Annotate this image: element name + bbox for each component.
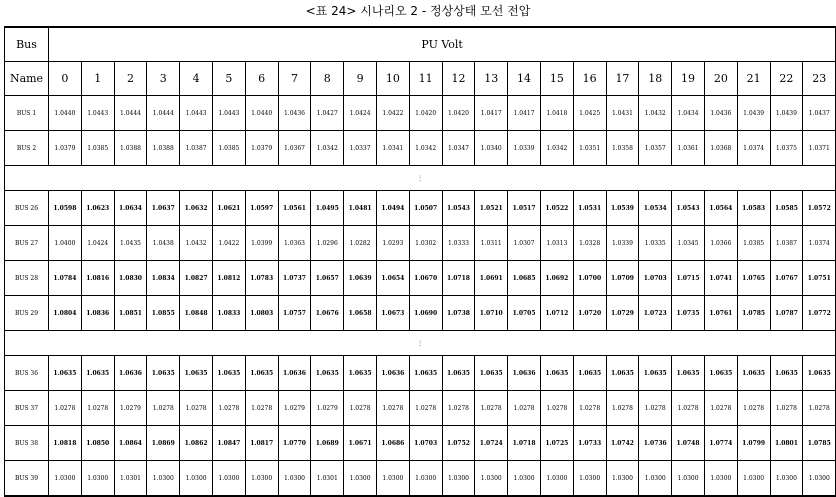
hour-header: 8 xyxy=(311,62,344,96)
voltage-cell: 1.0278 xyxy=(672,391,705,426)
voltage-cell: 1.0439 xyxy=(770,96,803,131)
header-row-1 xyxy=(5,27,836,62)
voltage-cell: 1.0300 xyxy=(737,461,770,497)
voltage-cell: 1.0342 xyxy=(409,131,442,166)
pu-volt-header: PU Volt xyxy=(49,27,836,62)
voltage-cell: 1.0340 xyxy=(475,131,508,166)
voltage-cell: 1.0279 xyxy=(114,391,147,426)
voltage-cell: 1.0339 xyxy=(606,226,639,261)
voltage-cell: 1.0720 xyxy=(573,296,606,331)
voltage-cell: 1.0670 xyxy=(409,261,442,296)
voltage-cell: 1.0432 xyxy=(639,96,672,131)
voltage-cell: 1.0387 xyxy=(770,226,803,261)
voltage-cell: 1.0703 xyxy=(409,426,442,461)
voltage-cell: 1.0635 xyxy=(704,356,737,391)
voltage-cell: 1.0715 xyxy=(672,261,705,296)
ellipsis-row xyxy=(5,331,836,356)
voltage-cell: 1.0347 xyxy=(442,131,475,166)
voltage-cell: 1.0636 xyxy=(114,356,147,391)
voltage-cell: 1.0341 xyxy=(376,131,409,166)
voltage-cell: 1.0597 xyxy=(245,191,278,226)
voltage-cell: 1.0495 xyxy=(311,191,344,226)
hour-header: 15 xyxy=(540,62,573,96)
voltage-cell: 1.0709 xyxy=(606,261,639,296)
voltage-cell: 1.0278 xyxy=(606,391,639,426)
voltage-cell: 1.0439 xyxy=(737,96,770,131)
voltage-cell: 1.0635 xyxy=(81,356,114,391)
voltage-cell: 1.0735 xyxy=(672,296,705,331)
voltage-cell: 1.0366 xyxy=(704,226,737,261)
voltage-cell: 1.0300 xyxy=(770,461,803,497)
voltage-cell: 1.0418 xyxy=(540,96,573,131)
voltage-cell: 1.0676 xyxy=(311,296,344,331)
voltage-cell: 1.0639 xyxy=(344,261,377,296)
hour-header: 18 xyxy=(639,62,672,96)
bus-name-cell: BUS 1 xyxy=(5,96,49,131)
voltage-cell: 1.0818 xyxy=(49,426,82,461)
hour-header: 11 xyxy=(409,62,442,96)
bus-name-cell: BUS 2 xyxy=(5,131,49,166)
table-row xyxy=(5,461,836,497)
voltage-cell: 1.0787 xyxy=(770,296,803,331)
voltage-cell: 1.0375 xyxy=(770,131,803,166)
voltage-cell: 1.0685 xyxy=(508,261,541,296)
voltage-cell: 1.0387 xyxy=(180,131,213,166)
voltage-cell: 1.0543 xyxy=(442,191,475,226)
voltage-cell: 1.0564 xyxy=(704,191,737,226)
voltage-cell: 1.0420 xyxy=(442,96,475,131)
voltage-cell: 1.0300 xyxy=(81,461,114,497)
header-row-2 xyxy=(5,62,836,96)
voltage-cell: 1.0422 xyxy=(212,226,245,261)
voltage-cell: 1.0300 xyxy=(180,461,213,497)
voltage-cell: 1.0443 xyxy=(180,96,213,131)
voltage-cell: 1.0278 xyxy=(737,391,770,426)
voltage-cell: 1.0278 xyxy=(376,391,409,426)
hour-header: 0 xyxy=(49,62,82,96)
hour-header: 9 xyxy=(344,62,377,96)
table-row xyxy=(5,426,836,461)
voltage-cell: 1.0345 xyxy=(672,226,705,261)
voltage-cell: 1.0636 xyxy=(508,356,541,391)
voltage-cell: 1.0335 xyxy=(639,226,672,261)
voltage-cell: 1.0278 xyxy=(212,391,245,426)
voltage-cell: 1.0635 xyxy=(409,356,442,391)
voltage-cell: 1.0278 xyxy=(344,391,377,426)
voltage-cell: 1.0742 xyxy=(606,426,639,461)
voltage-cell: 1.0635 xyxy=(573,356,606,391)
hour-header: 19 xyxy=(672,62,705,96)
voltage-cell: 1.0804 xyxy=(49,296,82,331)
voltage-cell: 1.0363 xyxy=(278,226,311,261)
voltage-cell: 1.0342 xyxy=(311,131,344,166)
voltage-cell: 1.0830 xyxy=(114,261,147,296)
voltage-cell: 1.0632 xyxy=(180,191,213,226)
voltage-cell: 1.0443 xyxy=(81,96,114,131)
bus-name-cell: BUS 26 xyxy=(5,191,49,226)
voltage-cell: 1.0278 xyxy=(147,391,180,426)
voltage-cell: 1.0783 xyxy=(245,261,278,296)
voltage-cell: 1.0585 xyxy=(770,191,803,226)
voltage-cell: 1.0278 xyxy=(704,391,737,426)
voltage-cell: 1.0278 xyxy=(573,391,606,426)
voltage-cell: 1.0278 xyxy=(180,391,213,426)
voltage-cell: 1.0400 xyxy=(49,226,82,261)
hour-header: 20 xyxy=(704,62,737,96)
voltage-cell: 1.0767 xyxy=(770,261,803,296)
voltage-cell: 1.0801 xyxy=(770,426,803,461)
voltage-cell: 1.0361 xyxy=(672,131,705,166)
voltage-cell: 1.0539 xyxy=(606,191,639,226)
voltage-cell: 1.0368 xyxy=(704,131,737,166)
bus-header: Bus xyxy=(5,27,49,62)
voltage-cell: 1.0367 xyxy=(278,131,311,166)
voltage-cell: 1.0337 xyxy=(344,131,377,166)
voltage-cell: 1.0379 xyxy=(49,131,82,166)
voltage-cell: 1.0302 xyxy=(409,226,442,261)
ellipsis-cell: ⋮ xyxy=(5,331,836,356)
voltage-cell: 1.0436 xyxy=(704,96,737,131)
hour-header: 7 xyxy=(278,62,311,96)
voltage-cell: 1.0770 xyxy=(278,426,311,461)
voltage-cell: 1.0300 xyxy=(803,461,836,497)
voltage-cell: 1.0422 xyxy=(376,96,409,131)
voltage-cell: 1.0300 xyxy=(49,461,82,497)
voltage-cell: 1.0434 xyxy=(672,96,705,131)
voltage-cell: 1.0637 xyxy=(147,191,180,226)
voltage-cell: 1.0443 xyxy=(212,96,245,131)
bus-name-cell: BUS 36 xyxy=(5,356,49,391)
voltage-cell: 1.0278 xyxy=(409,391,442,426)
voltage-cell: 1.0635 xyxy=(639,356,672,391)
voltage-cell: 1.0300 xyxy=(508,461,541,497)
voltage-cell: 1.0444 xyxy=(147,96,180,131)
voltage-cell: 1.0784 xyxy=(49,261,82,296)
voltage-cell: 1.0313 xyxy=(540,226,573,261)
voltage-cell: 1.0432 xyxy=(180,226,213,261)
voltage-cell: 1.0635 xyxy=(803,356,836,391)
voltage-cell: 1.0431 xyxy=(606,96,639,131)
voltage-cell: 1.0864 xyxy=(114,426,147,461)
voltage-cell: 1.0833 xyxy=(212,296,245,331)
voltage-cell: 1.0307 xyxy=(508,226,541,261)
table-row xyxy=(5,191,836,226)
voltage-cell: 1.0851 xyxy=(114,296,147,331)
voltage-cell: 1.0279 xyxy=(278,391,311,426)
hour-header: 4 xyxy=(180,62,213,96)
voltage-cell: 1.0427 xyxy=(311,96,344,131)
bus-name-cell: BUS 38 xyxy=(5,426,49,461)
voltage-cell: 1.0736 xyxy=(639,426,672,461)
voltage-cell: 1.0507 xyxy=(409,191,442,226)
voltage-cell: 1.0635 xyxy=(737,356,770,391)
table-caption: <표 24> 시나리오 2 - 정상상태 모선 전압 xyxy=(305,4,531,18)
voltage-cell: 1.0757 xyxy=(278,296,311,331)
voltage-cell: 1.0522 xyxy=(540,191,573,226)
voltage-cell: 1.0785 xyxy=(737,296,770,331)
voltage-cell: 1.0339 xyxy=(508,131,541,166)
voltage-cell: 1.0869 xyxy=(147,426,180,461)
voltage-cell: 1.0385 xyxy=(737,226,770,261)
voltage-cell: 1.0300 xyxy=(245,461,278,497)
voltage-cell: 1.0741 xyxy=(704,261,737,296)
table-row xyxy=(5,226,836,261)
hour-header: 10 xyxy=(376,62,409,96)
voltage-cell: 1.0385 xyxy=(81,131,114,166)
voltage-cell: 1.0718 xyxy=(442,261,475,296)
voltage-cell: 1.0635 xyxy=(147,356,180,391)
voltage-cell: 1.0785 xyxy=(803,426,836,461)
voltage-cell: 1.0417 xyxy=(475,96,508,131)
voltage-cell: 1.0635 xyxy=(49,356,82,391)
voltage-cell: 1.0399 xyxy=(245,226,278,261)
voltage-cell: 1.0774 xyxy=(704,426,737,461)
voltage-cell: 1.0300 xyxy=(540,461,573,497)
voltage-cell: 1.0278 xyxy=(770,391,803,426)
voltage-cell: 1.0300 xyxy=(409,461,442,497)
voltage-cell: 1.0635 xyxy=(475,356,508,391)
voltage-cell: 1.0671 xyxy=(344,426,377,461)
voltage-cell: 1.0424 xyxy=(81,226,114,261)
bus-name-cell: BUS 37 xyxy=(5,391,49,426)
voltage-cell: 1.0725 xyxy=(540,426,573,461)
voltage-cell: 1.0738 xyxy=(442,296,475,331)
voltage-cell: 1.0723 xyxy=(639,296,672,331)
table-row xyxy=(5,131,836,166)
voltage-cell: 1.0494 xyxy=(376,191,409,226)
voltage-cell: 1.0850 xyxy=(81,426,114,461)
voltage-cell: 1.0712 xyxy=(540,296,573,331)
hour-header: 12 xyxy=(442,62,475,96)
voltage-cell: 1.0278 xyxy=(49,391,82,426)
voltage-cell: 1.0598 xyxy=(49,191,82,226)
voltage-cell: 1.0300 xyxy=(344,461,377,497)
hour-header: 1 xyxy=(81,62,114,96)
voltage-cell: 1.0827 xyxy=(180,261,213,296)
voltage-cell: 1.0328 xyxy=(573,226,606,261)
table-row xyxy=(5,296,836,331)
voltage-cell: 1.0300 xyxy=(376,461,409,497)
voltage-cell: 1.0293 xyxy=(376,226,409,261)
ellipsis-cell: ⋮ xyxy=(5,166,836,191)
voltage-cell: 1.0658 xyxy=(344,296,377,331)
voltage-cell: 1.0521 xyxy=(475,191,508,226)
voltage-cell: 1.0351 xyxy=(573,131,606,166)
voltage-cell: 1.0686 xyxy=(376,426,409,461)
voltage-cell: 1.0836 xyxy=(81,296,114,331)
voltage-cell: 1.0437 xyxy=(803,96,836,131)
hour-header: 5 xyxy=(212,62,245,96)
voltage-cell: 1.0635 xyxy=(770,356,803,391)
voltage-cell: 1.0657 xyxy=(311,261,344,296)
voltage-cell: 1.0817 xyxy=(245,426,278,461)
bus-name-cell: BUS 28 xyxy=(5,261,49,296)
voltage-cell: 1.0481 xyxy=(344,191,377,226)
voltage-cell: 1.0517 xyxy=(508,191,541,226)
voltage-cell: 1.0417 xyxy=(508,96,541,131)
voltage-cell: 1.0635 xyxy=(245,356,278,391)
voltage-cell: 1.0729 xyxy=(606,296,639,331)
voltage-cell: 1.0371 xyxy=(803,131,836,166)
voltage-cell: 1.0692 xyxy=(540,261,573,296)
bus-name-cell: BUS 27 xyxy=(5,226,49,261)
voltage-cell: 1.0623 xyxy=(81,191,114,226)
voltage-cell: 1.0772 xyxy=(803,296,836,331)
voltage-cell: 1.0342 xyxy=(540,131,573,166)
voltage-cell: 1.0635 xyxy=(344,356,377,391)
voltage-cell: 1.0388 xyxy=(147,131,180,166)
voltage-cell: 1.0752 xyxy=(442,426,475,461)
hour-header: 16 xyxy=(573,62,606,96)
voltage-cell: 1.0435 xyxy=(114,226,147,261)
hour-header: 22 xyxy=(770,62,803,96)
voltage-cell: 1.0635 xyxy=(180,356,213,391)
bus-name-cell: BUS 39 xyxy=(5,461,49,497)
voltage-cell: 1.0636 xyxy=(376,356,409,391)
voltage-cell: 1.0635 xyxy=(212,356,245,391)
voltage-cell: 1.0561 xyxy=(278,191,311,226)
hour-header: 14 xyxy=(508,62,541,96)
voltage-cell: 1.0440 xyxy=(245,96,278,131)
voltage-cell: 1.0278 xyxy=(442,391,475,426)
voltage-cell: 1.0300 xyxy=(672,461,705,497)
voltage-cell: 1.0543 xyxy=(672,191,705,226)
voltage-cell: 1.0374 xyxy=(803,226,836,261)
voltage-cell: 1.0278 xyxy=(540,391,573,426)
voltage-cell: 1.0301 xyxy=(114,461,147,497)
voltage-cell: 1.0440 xyxy=(49,96,82,131)
voltage-cell: 1.0703 xyxy=(639,261,672,296)
hour-header: 21 xyxy=(737,62,770,96)
voltage-cell: 1.0673 xyxy=(376,296,409,331)
voltage-cell: 1.0300 xyxy=(639,461,672,497)
bus-voltage-table xyxy=(4,26,836,497)
voltage-cell: 1.0300 xyxy=(475,461,508,497)
voltage-cell: 1.0691 xyxy=(475,261,508,296)
voltage-cell: 1.0379 xyxy=(245,131,278,166)
ellipsis-row xyxy=(5,166,836,191)
voltage-cell: 1.0296 xyxy=(311,226,344,261)
hour-header: 23 xyxy=(803,62,836,96)
voltage-cell: 1.0300 xyxy=(573,461,606,497)
voltage-cell: 1.0635 xyxy=(606,356,639,391)
voltage-cell: 1.0689 xyxy=(311,426,344,461)
hour-header: 13 xyxy=(475,62,508,96)
voltage-cell: 1.0278 xyxy=(81,391,114,426)
voltage-cell: 1.0761 xyxy=(704,296,737,331)
voltage-cell: 1.0847 xyxy=(212,426,245,461)
voltage-cell: 1.0765 xyxy=(737,261,770,296)
table-row xyxy=(5,96,836,131)
voltage-cell: 1.0385 xyxy=(212,131,245,166)
voltage-cell: 1.0748 xyxy=(672,426,705,461)
voltage-cell: 1.0654 xyxy=(376,261,409,296)
hour-header: 2 xyxy=(114,62,147,96)
hour-header: 3 xyxy=(147,62,180,96)
voltage-cell: 1.0733 xyxy=(573,426,606,461)
voltage-cell: 1.0635 xyxy=(540,356,573,391)
hour-header: 17 xyxy=(606,62,639,96)
voltage-cell: 1.0718 xyxy=(508,426,541,461)
voltage-cell: 1.0425 xyxy=(573,96,606,131)
voltage-cell: 1.0812 xyxy=(212,261,245,296)
voltage-cell: 1.0420 xyxy=(409,96,442,131)
voltage-cell: 1.0634 xyxy=(114,191,147,226)
voltage-cell: 1.0374 xyxy=(737,131,770,166)
voltage-cell: 1.0424 xyxy=(344,96,377,131)
voltage-cell: 1.0300 xyxy=(606,461,639,497)
voltage-cell: 1.0300 xyxy=(212,461,245,497)
voltage-cell: 1.0278 xyxy=(803,391,836,426)
voltage-cell: 1.0278 xyxy=(245,391,278,426)
voltage-cell: 1.0710 xyxy=(475,296,508,331)
voltage-cell: 1.0700 xyxy=(573,261,606,296)
voltage-cell: 1.0333 xyxy=(442,226,475,261)
voltage-cell: 1.0300 xyxy=(704,461,737,497)
voltage-cell: 1.0301 xyxy=(311,461,344,497)
table-row xyxy=(5,391,836,426)
voltage-cell: 1.0282 xyxy=(344,226,377,261)
table-row xyxy=(5,261,836,296)
voltage-cell: 1.0531 xyxy=(573,191,606,226)
voltage-cell: 1.0816 xyxy=(81,261,114,296)
bus-name-cell: BUS 29 xyxy=(5,296,49,331)
voltage-cell: 1.0438 xyxy=(147,226,180,261)
voltage-cell: 1.0534 xyxy=(639,191,672,226)
voltage-cell: 1.0621 xyxy=(212,191,245,226)
voltage-cell: 1.0636 xyxy=(278,356,311,391)
voltage-cell: 1.0635 xyxy=(672,356,705,391)
voltage-cell: 1.0279 xyxy=(311,391,344,426)
voltage-cell: 1.0300 xyxy=(442,461,475,497)
voltage-cell: 1.0358 xyxy=(606,131,639,166)
voltage-cell: 1.0705 xyxy=(508,296,541,331)
voltage-cell: 1.0834 xyxy=(147,261,180,296)
hour-header: 6 xyxy=(245,62,278,96)
voltage-cell: 1.0436 xyxy=(278,96,311,131)
voltage-cell: 1.0278 xyxy=(475,391,508,426)
voltage-cell: 1.0855 xyxy=(147,296,180,331)
voltage-cell: 1.0583 xyxy=(737,191,770,226)
voltage-cell: 1.0848 xyxy=(180,296,213,331)
voltage-cell: 1.0444 xyxy=(114,96,147,131)
name-header: Name xyxy=(5,62,49,96)
voltage-cell: 1.0690 xyxy=(409,296,442,331)
table-row xyxy=(5,356,836,391)
voltage-cell: 1.0799 xyxy=(737,426,770,461)
voltage-cell: 1.0635 xyxy=(442,356,475,391)
voltage-cell: 1.0357 xyxy=(639,131,672,166)
voltage-cell: 1.0311 xyxy=(475,226,508,261)
voltage-cell: 1.0572 xyxy=(803,191,836,226)
voltage-cell: 1.0862 xyxy=(180,426,213,461)
voltage-cell: 1.0737 xyxy=(278,261,311,296)
voltage-cell: 1.0388 xyxy=(114,131,147,166)
voltage-cell: 1.0300 xyxy=(147,461,180,497)
voltage-cell: 1.0278 xyxy=(639,391,672,426)
voltage-cell: 1.0635 xyxy=(311,356,344,391)
voltage-cell: 1.0724 xyxy=(475,426,508,461)
voltage-cell: 1.0751 xyxy=(803,261,836,296)
voltage-cell: 1.0803 xyxy=(245,296,278,331)
voltage-cell: 1.0300 xyxy=(278,461,311,497)
voltage-cell: 1.0278 xyxy=(508,391,541,426)
